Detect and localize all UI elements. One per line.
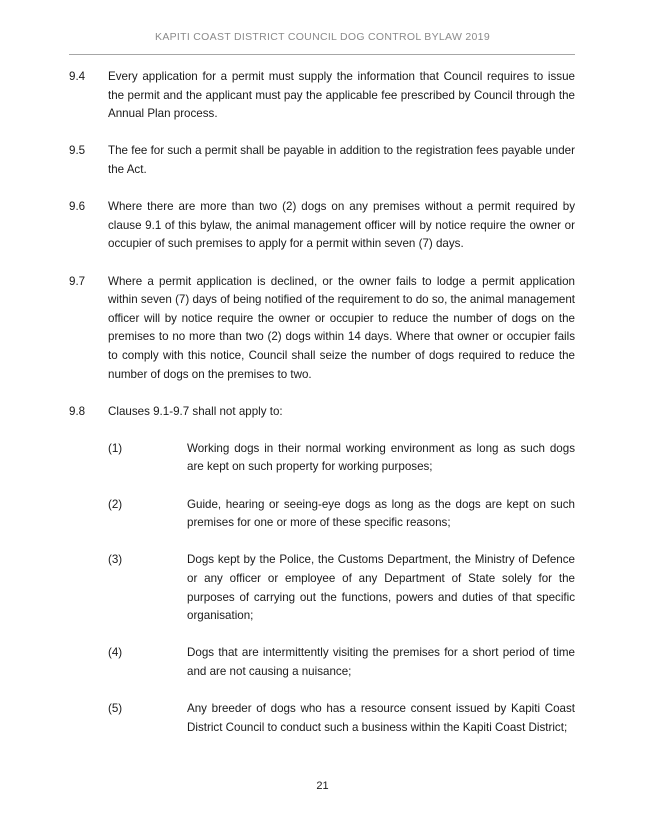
running-header: KAPITI COAST DISTRICT COUNCIL DOG CONTROL BYLAW 2019	[155, 31, 490, 43]
exception-number: (3)	[108, 553, 123, 567]
exception-item	[108, 440, 575, 477]
exception-text: Any breeder of dogs who has a resource consent issued by Kapiti Coast District Council to conduct such a business within the Kapiti Coast District;	[187, 702, 575, 734]
exception-item	[108, 551, 575, 625]
exception-item	[108, 644, 575, 681]
clause-number: 9.4	[69, 70, 86, 83]
exception-text: Dogs kept by the Police, the Customs Department, the Ministry of Defence or any officer or employee of any Department of State solely for the purposes of carrying out the functions, powers and duties of that specific organisation;	[187, 553, 575, 623]
clause-number: 9.5	[69, 144, 86, 158]
clause-9-6	[69, 198, 575, 254]
clause-9-7	[69, 273, 575, 385]
clause-number: 9.7	[69, 274, 86, 288]
clause-number: 9.6	[69, 200, 86, 214]
clause-text: Every application for a permit must supply the information that Council requires to issue the permit and the applicant must pay the applicable fee prescribed by Council through the Annual Plan process.	[108, 70, 575, 121]
clause-9-8	[69, 403, 575, 422]
clause-text: Where a permit application is declined, or the owner fails to lodge a permit application within seven (7) days of being notified of the requirement to do so, the animal management officer will by notice require the owner or occupier to reduce the number of dogs on the premises to no more than two (2) dogs within 14 days. Where that owner or occupier fails to comply with this notice, Council shall seize the number of dogs required to reduce the number of dogs on the premises to two.	[108, 274, 575, 381]
exception-number: (2)	[108, 497, 123, 511]
document-body	[69, 68, 575, 756]
exception-number: (4)	[108, 646, 123, 660]
exception-text: Dogs that are intermittently visiting the premises for a short period of time and are not causing a nuisance;	[187, 646, 575, 678]
exception-item	[108, 700, 575, 737]
exception-number: (1)	[108, 441, 123, 455]
exception-text: Guide, hearing or seeing-eye dogs as long as the dogs are kept on such premises for one or more of these specific reasons;	[187, 497, 575, 530]
exception-list	[108, 440, 575, 738]
header-divider	[69, 54, 575, 55]
clause-9-4	[69, 68, 575, 124]
exception-text: Working dogs in their normal working environment as long as such dogs are kept on such property for working purposes;	[187, 441, 575, 474]
clause-text: Where there are more than two (2) dogs on any premises without a permit required by clause 9.1 of this bylaw, the animal management officer will by notice require the owner or occupier of such premises to apply for a permit within seven (7) days.	[108, 200, 575, 251]
exception-number: (5)	[108, 702, 123, 716]
exception-item	[108, 496, 575, 533]
clause-number: 9.8	[69, 404, 86, 418]
clause-9-5	[69, 142, 575, 179]
page-number: 21	[316, 780, 329, 792]
clause-text: The fee for such a permit shall be payable in addition to the registration fees payable under the Act.	[108, 144, 575, 176]
clause-text: Clauses 9.1-9.7 shall not apply to:	[108, 404, 283, 418]
